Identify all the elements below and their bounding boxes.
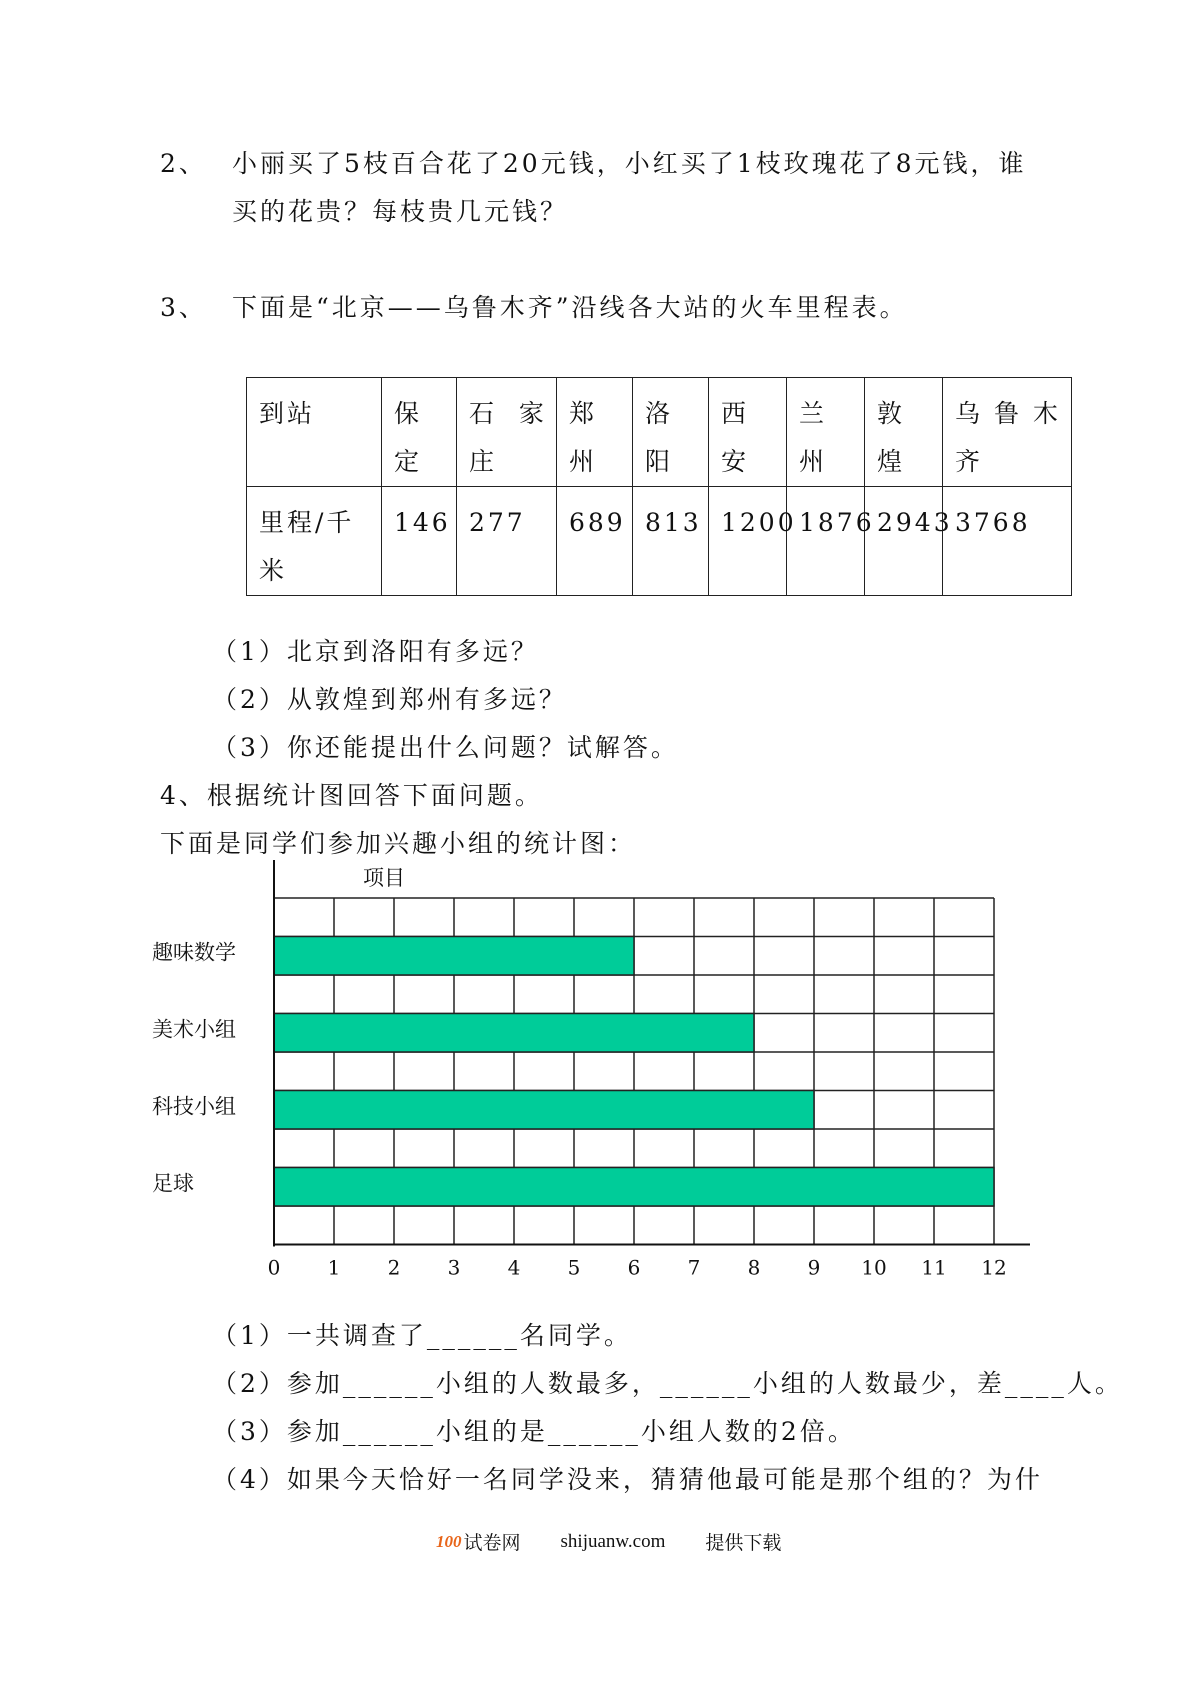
station-cell: 洛 阳 <box>633 378 709 487</box>
station-cell: 乌 鲁 木 齐 <box>943 378 1072 487</box>
q4-sub4: （4）如果今天恰好一名同学没来，猜猜他最可能是那个组的？为什 <box>212 1465 1043 1494</box>
station-cell: 保 定 <box>382 378 457 487</box>
station-cell: 兰州 <box>787 378 865 487</box>
x-tick-label: 8 <box>747 1255 761 1280</box>
q4-intro: 下面是同学们参加兴趣小组的统计图： <box>160 829 637 858</box>
station-cell: 石 家 庄 <box>457 378 557 487</box>
distance-cell: 2943 <box>865 487 943 596</box>
q3-sub2: （2）从敦煌到郑州有多远？ <box>212 685 567 714</box>
table-row-distances <box>247 487 1072 596</box>
site-url[interactable]: shijuanw.com <box>560 1530 666 1552</box>
bar <box>274 1014 754 1053</box>
category-label: 趣味数学 <box>152 940 236 965</box>
distance-cell: 1200 <box>709 487 787 596</box>
x-tick-label: 0 <box>267 1255 281 1280</box>
q3-number: 3、 <box>160 293 207 322</box>
q4-sub1: （1）一共调查了______名同学。 <box>212 1321 632 1350</box>
bar <box>274 937 634 976</box>
table-row-stations <box>247 378 1072 487</box>
site-name: 试卷网 <box>463 1533 521 1554</box>
x-tick-label: 1 <box>327 1255 341 1280</box>
q4-sub3: （3）参加______小组的是______小组人数的2倍。 <box>212 1417 856 1446</box>
distance-cell: 277 <box>457 487 557 596</box>
x-tick-label: 3 <box>447 1255 461 1280</box>
bar <box>274 1168 994 1207</box>
footer <box>436 1528 781 1555</box>
q2-number: 2、 <box>160 149 207 178</box>
x-tick-label: 10 <box>861 1255 887 1280</box>
distance-cell: 689 <box>557 487 633 596</box>
station-cell: 敦煌 <box>865 378 943 487</box>
distance-cell: 1876 <box>787 487 865 596</box>
x-tick-label: 12 <box>981 1255 1007 1280</box>
q2-text-line1: 小丽买了5枝百合花了20元钱，小红买了1枝玫瑰花了8元钱，谁 <box>232 149 1027 178</box>
x-tick-label: 2 <box>387 1255 401 1280</box>
footer-note: 提供下载 <box>705 1533 782 1554</box>
x-tick-label: 6 <box>627 1255 641 1280</box>
q3-intro: 下面是“北京——乌鲁木齐”沿线各大站的火车里程表。 <box>232 293 908 322</box>
site-logo: 100 <box>436 1531 462 1551</box>
q3-sub3: （3）你还能提出什么问题？试解答。 <box>212 733 679 762</box>
distance-cell: 146 <box>382 487 457 596</box>
category-label: 足球 <box>152 1171 194 1196</box>
category-label: 科技小组 <box>152 1094 236 1119</box>
table-header-label: 到站 <box>247 378 382 487</box>
x-tick-label: 11 <box>921 1255 947 1280</box>
chart-title: 项目 <box>363 866 405 890</box>
station-cell: 郑 州 <box>557 378 633 487</box>
x-tick-label: 5 <box>567 1255 581 1280</box>
distance-cell: 813 <box>633 487 709 596</box>
row-label-cell: 里程/千 米 <box>247 487 382 596</box>
x-tick-label: 7 <box>687 1255 701 1280</box>
x-tick-label: 4 <box>507 1255 521 1280</box>
station-cell: 西安 <box>709 378 787 487</box>
q4-sub2: （2）参加______小组的人数最多，______小组的人数最少，差____人。 <box>212 1369 1123 1398</box>
q2-text-line2: 买的花贵？每枝贵几元钱？ <box>232 197 569 226</box>
bar <box>274 1091 814 1130</box>
q3-sub1: （1）北京到洛阳有多远？ <box>212 637 539 666</box>
interest-group-bar-chart <box>150 855 1030 1305</box>
distance-cell: 3768 <box>943 487 1072 596</box>
category-label: 美术小组 <box>152 1017 236 1042</box>
q4-title: 4、根据统计图回答下面问题。 <box>160 781 543 810</box>
mileage-table <box>246 377 1072 596</box>
x-tick-label: 9 <box>807 1255 821 1280</box>
